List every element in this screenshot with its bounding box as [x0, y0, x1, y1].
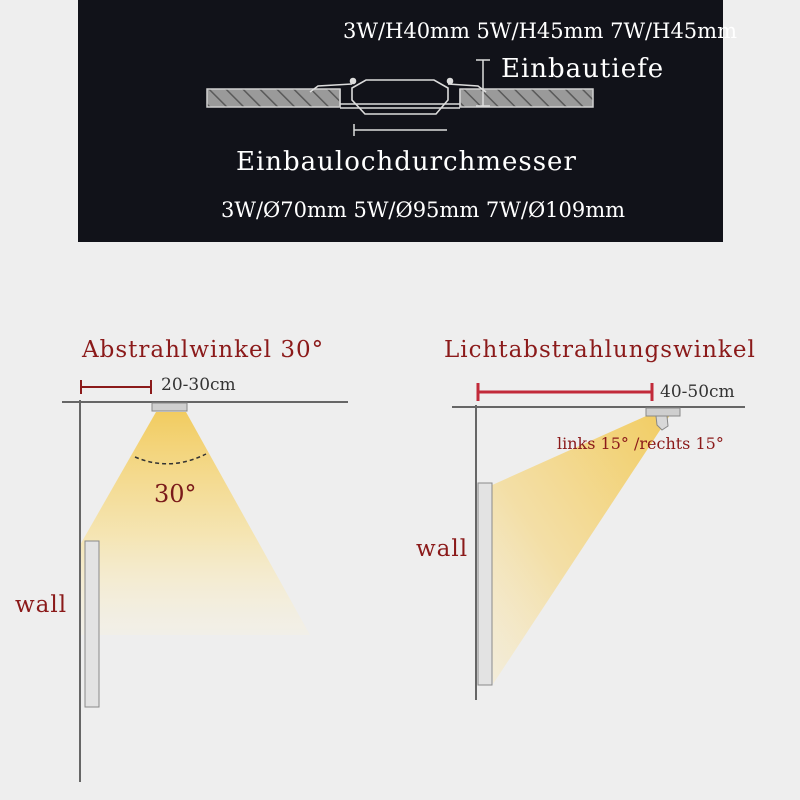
cutout-label: Einbaulochdurchmesser: [236, 147, 577, 177]
right-fixture: [646, 408, 680, 416]
right-diagram-title: Lichtabstrahlungswinkel: [444, 337, 756, 363]
cutout-specs: 3W/Ø70mm 5W/Ø95mm 7W/Ø109mm: [221, 198, 626, 222]
left-light-beam: [80, 412, 310, 635]
right-distance-label: 40-50cm: [660, 382, 735, 402]
left-wall-label: wall: [15, 592, 68, 618]
right-distance-marker: [478, 383, 652, 401]
right-tilt-label: links 15° /rechts 15°: [557, 434, 724, 453]
depth-label: Einbautiefe: [501, 54, 665, 84]
left-distance-marker: [81, 380, 151, 394]
right-wall-label: wall: [416, 536, 469, 562]
left-distance-label: 20-30cm: [161, 375, 236, 395]
left-fixture: [152, 403, 187, 411]
left-wall-panel: [85, 541, 99, 707]
depth-specs: 3W/H40mm 5W/H45mm 7W/H45mm: [343, 19, 737, 43]
left-diagram-title: Abstrahlwinkel 30°: [82, 337, 325, 363]
left-angle-label: 30°: [154, 480, 197, 508]
right-wall-panel: [478, 483, 492, 685]
